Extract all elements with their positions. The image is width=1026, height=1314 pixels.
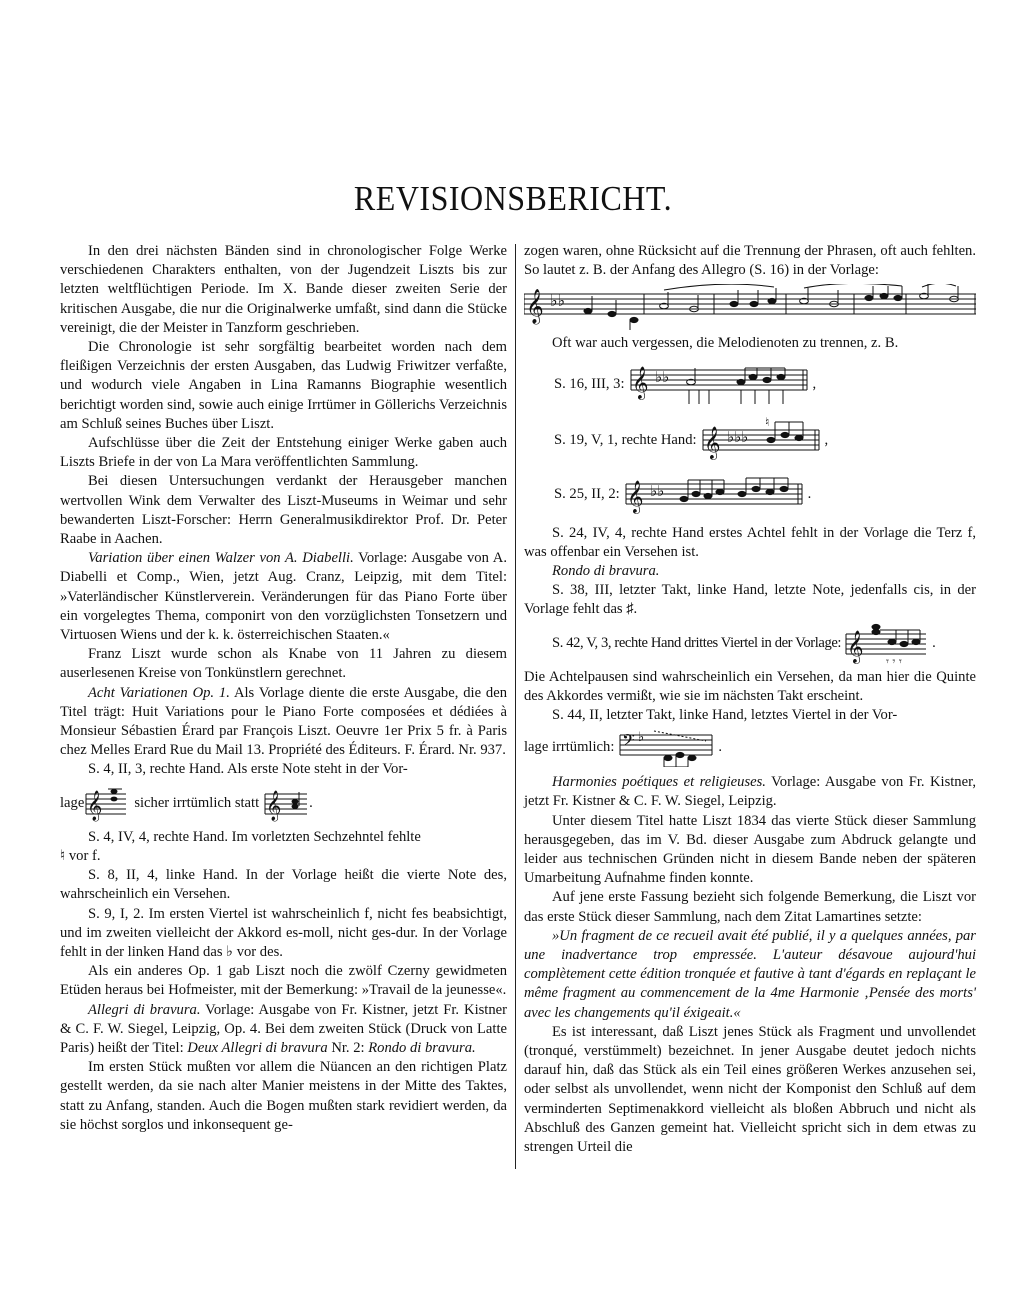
paragraph: S. 9, I, 2. Im ersten Viertel ist wahrscheinlich f, nicht fes beabsichtigt, und im zweiten vielleicht der Akkord es-moll, nicht ges-dur. In der Vorlage fehlt in der linken Hand das ♭ vor des. — [60, 905, 507, 960]
paragraph: Die Chronologie ist sehr sorgfältig bearbeitet worden nach dem fleißigen Verzeichnis der ersten Ausgaben, das Ludwig Friwitzer verfaßte, und wodurch viele Angaben in Lina Ramanns Biographie wesentlich berichtigt worden sind, sowie auch einige Irrtümer in Göllerichs Verzeichnis am Schluß seines Buches über Liszt. — [60, 339, 507, 432]
quotation: »Un fragment de ce recueil avait été publié, il y a quelques années, par une inadvertance trop empressée. L'auteur désavoue aujourd'hui complètement cette édition tronquée et fautive à tant d'égards en replaçant le même fragment au commencement de la 4me Harmonie ‚Pensée des morts' avec les changements qu'il éxigeait.« — [524, 927, 976, 1021]
music-example-staff — [263, 786, 309, 822]
paragraph: Acht Variationen Op. 1. Als Vorlage diente die erste Ausgabe, die den Titel trägt: Huit Variations pour le Piano Forte composées et dédiées à Monsieur Sébastien Érard par François Liszt. Oeuvre 1er Prix 5 fr. à Paris chez Melles Erard Rue du Mail 13. Propriété des Éditeurs. F. Érard. Nr. 937. — [60, 684, 507, 759]
music-example-line: lage irrtümlich: 𝄢 ♭ . — [524, 727, 976, 767]
paragraph: Allegri di bravura. Vorlage: Ausgabe von Fr. Kistner, jetzt Fr. Kistner & C. F. W. Siegel, Leipzig, Op. 4. Bei dem zweiten Stück (Druck von Latte Paris) heißt der Titel: Deux Allegri di bravura Nr. 2: Rondo di bravura. — [60, 1001, 507, 1056]
svg-text:𝄞: 𝄞 — [626, 479, 644, 513]
svg-text:♭: ♭ — [638, 730, 645, 746]
paragraph: Bei diesen Untersuchungen verdankt der Herausgeber manchen wertvollen Wink dem Verwalter des Liszt-Museums in Weimar und sehr bewanderten Liszt-Forscher: Herrn Generalmusikdirektor Prof. Dr. Peter Raabe in Aachen. — [60, 473, 507, 548]
svg-text:𝄞: 𝄞 — [266, 790, 282, 821]
music-example-staff — [701, 416, 821, 466]
paragraph: Im ersten Stück mußten vor allem die Nüancen an den richtigen Platz gestellt werden, da sie nach alter Manier meistens in der Mitte des Taktes, statt zu Anfang, standen. Auch die Bogen mußten stark revidiert werden, da sie höchst sorglos und inkonsequent ge- — [60, 1059, 507, 1133]
paragraph: S. 4, IV, 4, rechte Hand. Im vorletzten Sechzehntel fehlte — [88, 828, 421, 845]
music-example-staff — [624, 472, 804, 518]
paragraph — [524, 562, 976, 581]
work-title: Rondo di bravura. — [552, 563, 660, 580]
paragraph: Es ist interessant, daß Liszt jenes Stück als Fragment und unvollendet (tronqué, verstümmelt) bezeichnet. In jener Ausgabe deutet jedoch nichts darauf hin, daß das Stück als ein Teil eines größeren Werkes anzusehen sei, oder selbst als unvollendet, wenn nicht der Komponist den Schluß auf dem verminderten Septimenakkord vielleicht als bloßen Abbruch und nicht als Abschluß des Ganzen gemeint hat. Vielleicht spricht sich in dem etwas zu strengen Urteil die — [524, 1023, 976, 1156]
music-example-line: S. 25, II, 2: 𝄞 ♭♭ . — [554, 472, 976, 518]
page-title: REVISIONSBERICHT. — [353, 178, 673, 218]
svg-text:♭♭: ♭♭ — [649, 481, 664, 500]
music-example-staff — [844, 622, 928, 666]
svg-text:𝄾 𝄾 𝄾: 𝄾 𝄾 𝄾 — [886, 654, 902, 666]
svg-text:♭♭: ♭♭ — [550, 291, 566, 311]
music-example-allegro — [524, 284, 976, 330]
paragraph: Auf jene erste Fassung bezieht sich folgende Bemerkung, die Liszt vor das erste Stück dieser Sammlung, nach dem Zitat Lamartines setzte: — [524, 889, 976, 925]
svg-text:♭♭♭: ♭♭♭ — [726, 427, 748, 446]
paragraph: S. 8, II, 4, linke Hand. In der Vorlage heißt die vierte Note des, wahrscheinlich ein Versehen. — [60, 867, 507, 903]
svg-text:𝄞: 𝄞 — [526, 289, 544, 325]
svg-text:𝄞: 𝄞 — [847, 629, 864, 663]
music-example-line: lage 𝄞 sicher irrtümlich statt 𝄞 . — [60, 786, 507, 822]
svg-text:𝄢: 𝄢 — [622, 730, 636, 755]
paragraph: Als ein anderes Op. 1 gab Liszt noch die zwölf Czerny gewidmeten Etüden heraus bei Hofmeister, mit der Bemerkung: »Travail de la jeunesse«. — [60, 963, 507, 999]
left-column — [60, 242, 507, 1135]
work-title: Acht Variationen Op. 1. — [88, 684, 230, 701]
paragraph: Harmonies poétiques et religieuses. Vorlage: Ausgabe von Fr. Kistner, jetzt Fr. Kistner & C. F. W. Siegel, Leipzig. — [524, 774, 976, 810]
paragraph: Franz Liszt wurde schon als Knabe von 11 Jahren zu diesem auserlesenen Kreise von Tonkünstlern gerechnet. — [60, 646, 507, 682]
paragraph: Oft war auch vergessen, die Melodienoten zu trennen, z. B. — [552, 335, 899, 352]
work-title: Variation über einen Walzer von A. Diabelli. — [88, 550, 354, 567]
paragraph: S. 24, IV, 4, rechte Hand erstes Achtel fehlt in der Vorlage die Terz f, was offenbar ein Versehen ist. — [524, 524, 976, 560]
music-example-line: S. 16, III, 3: 𝄞 ♭♭ , — [554, 360, 976, 410]
music-example-line: S. 19, V, 1, rechte Hand: 𝄞 ♭♭♭ ♮ , — [554, 416, 976, 466]
paragraph: ♮ vor f. — [60, 847, 101, 864]
music-example-staff — [629, 360, 809, 410]
svg-text:𝄞: 𝄞 — [87, 790, 103, 821]
music-example-staff — [524, 284, 976, 330]
paragraph: Aufschlüsse über die Zeit der Entstehung einiger Werke gaben auch Liszts Briefe in der von La Mara veröffentlichten Sammlung. — [60, 435, 507, 471]
music-example-staff — [618, 727, 714, 767]
svg-text:𝄞: 𝄞 — [631, 365, 649, 399]
right-column — [524, 242, 976, 1157]
music-example-staff — [84, 786, 128, 822]
paragraph: S. 4, II, 3, rechte Hand. Als erste Note steht in der Vor- — [88, 761, 408, 778]
column-divider — [515, 244, 516, 1169]
svg-text:♭♭: ♭♭ — [654, 367, 669, 386]
paragraph: Die Achtelpausen sind wahrscheinlich ein Versehen, da man hier die Quinte des Akkordes vermißt, wie sie im nächsten Takt erscheint. — [524, 668, 976, 704]
paragraph: Unter diesem Titel hatte Liszt 1834 das vierte Stück dieser Sammlung herausgegeben, das im V. Bd. dieser Ausgabe zum Abdruck gelangte und leider aus technischen Gründen nicht in diesem Bande neben der späteren Umarbeitung Aufnahme finden konnte. — [524, 812, 976, 887]
paragraph: S. 38, III, letzter Takt, linke Hand, letzte Note, jedenfalls cis, in der Vorlage fehlt das ♯. — [524, 582, 976, 618]
work-title: Harmonies poétiques et religieuses. — [552, 774, 766, 791]
svg-text:𝄞: 𝄞 — [703, 425, 721, 459]
work-title: Allegri di bravura. — [88, 1001, 201, 1018]
paragraph: S. 44, II, letzter Takt, linke Hand, letztes Viertel in der Vor- — [552, 707, 898, 724]
paragraph: In den drei nächsten Bänden sind in chronologischer Folge Werke verschiedenen Charakters enthalten, von der Jugendzeit Liszts bis zur letzten weltflüchtigen Periode. Im X. Bande dieser zweiten Serie der kritischen Ausgabe, die nur die Originalwerke umfaßt, sind dann die Stücke vereinigt, die der Meister in Tanzform geschrieben. — [60, 243, 507, 336]
svg-text:♮: ♮ — [764, 415, 769, 429]
music-example-line: S. 42, V, 3, rechte Hand drittes Viertel in der Vorlage: 𝄞 𝄾 𝄾 𝄾 . — [552, 622, 976, 666]
paragraph: Variation über einen Walzer von A. Diabelli. Vorlage: Ausgabe von A. Diabelli et Comp., Wien, jetzt Aug. Cranz, Leipzig, mit dem Titel: »Vaterländischer Künstlerverein. Veränderungen für das Piano Forte über ein vorgelegtes Thema, componirt von den vorzüglichsten Tonsetzern und Virtuosen Wiens und der k. k. österreichischen Staaten.« — [60, 550, 507, 644]
paragraph: zogen waren, ohne Rücksicht auf die Trennung der Phrasen, oft auch fehlten. So lautet z. B. der Anfang des Allegro (S. 16) in der Vorlage: — [524, 243, 976, 279]
